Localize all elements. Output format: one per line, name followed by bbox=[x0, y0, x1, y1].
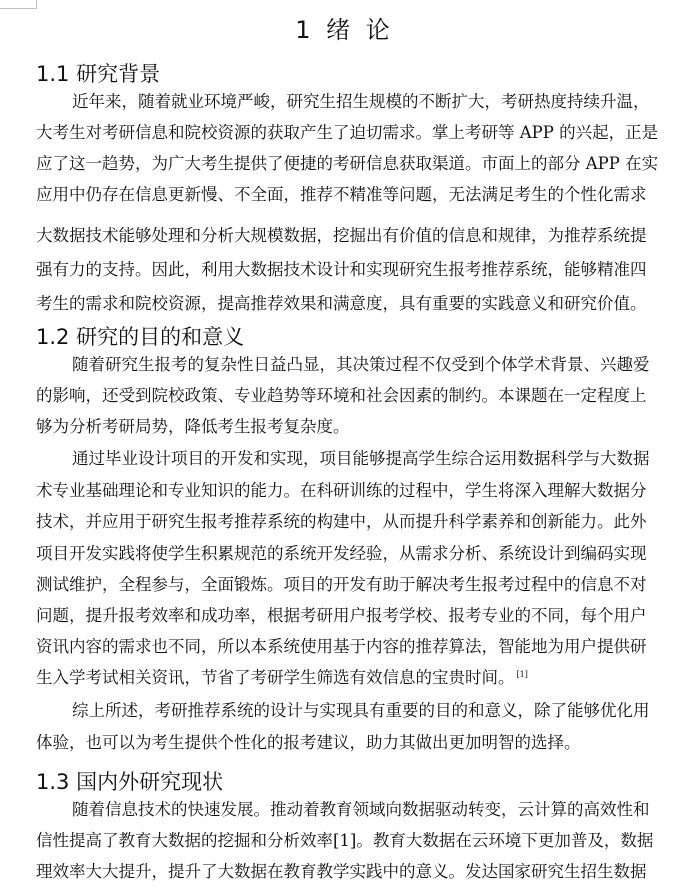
paragraph-line: 通过毕业设计项目的开发和实现，项目能够提高学生综合运用数据科学与大数据 bbox=[72, 449, 650, 468]
paragraph-line: 项目开发实践将使学生积累规范的系统开发经验，从需求分析、系统设计到编码实现 bbox=[36, 544, 647, 563]
paragraph-line: 近年来，随着就业环境严峻，研究生招生规模的不断扩大，考研热度持续升温， bbox=[72, 92, 650, 111]
paragraph-line bbox=[36, 664, 528, 688]
paragraph-line: 问题，提升报考效率和成功率，根据考研用户报考学校、报考专业的不同，每个用户 bbox=[36, 606, 647, 625]
paragraph-line-text: 生入学考试相关资讯，节省了考研学生筛选有效信息的宝贵时间。 bbox=[36, 668, 515, 687]
paragraph-line: 随着信息技术的快速发展。推动着教育领域向数据驱动转变，云计算的高效性和 bbox=[72, 800, 650, 819]
paragraph-line: 大考生对考研信息和院校资源的获取产生了迫切需求。掌上考研等 APP 的兴起，正是 bbox=[36, 123, 659, 142]
paragraph-line: 应了这一趋势，为广大考生提供了便捷的考研信息获取渠道。市面上的部分 APP 在实 bbox=[36, 154, 659, 173]
paragraph-line: 够为分析考研局势，降低考生报考复杂度。 bbox=[36, 417, 350, 436]
paragraph-line: 随着研究生报考的复杂性日益凸显，其决策过程不仅受到个体学术背景、兴趣爱 bbox=[72, 355, 650, 374]
chapter-title: 1 绪 论 bbox=[295, 16, 394, 44]
section-heading-1-2: 1.2 研究的目的和意义 bbox=[36, 325, 245, 349]
paragraph-line: 强有力的支持。因此，利用大数据技术设计和实现研究生报考推荐系统，能够精准四 bbox=[36, 260, 647, 279]
paragraph-line: 应用中仍存在信息更新慢、不全面，推荐不精准等问题，无法满足考生的个性化需求 bbox=[36, 185, 647, 204]
paragraph-line: 综上所述，考研推荐系统的设计与实现具有重要的目的和意义，除了能够优化用 bbox=[72, 701, 650, 720]
paragraph-line: 信性提高了教育大数据的挖掘和分析效率[1]。教育大数据在云环境下更加普及，数据 bbox=[36, 831, 654, 850]
paragraph-line: 体验，也可以为考生提供个性化的报考建议，助力其做出更加明智的选择。 bbox=[36, 733, 581, 752]
paragraph-line: 考生的需求和院校资源，提高推荐效果和满意度，具有重要的实践意义和研究价值。 bbox=[36, 294, 647, 313]
paragraph-line: 测试维护，全程参与，全面锻炼。项目的开发有助于解决考生报考过程中的信息不对 bbox=[36, 575, 647, 594]
paragraph-line: 术专业基础理论和专业知识的能力。在科研训练的过程中，学生将深入理解大数据分 bbox=[36, 481, 647, 500]
page-corner-mark bbox=[0, 0, 37, 9]
paragraph-line: 的影响，还受到院校政策、专业趋势等环境和社会因素的制约。本课题在一定程度上 bbox=[36, 386, 647, 405]
paragraph-line: 大数据技术能够处理和分析大规模数据，挖掘出有价值的信息和规律，为推荐系统提 bbox=[36, 226, 647, 245]
paragraph-line: 资讯内容的需求也不同，所以本系统使用基于内容的推荐算法，智能地为用户提供研 bbox=[36, 637, 647, 656]
paragraph-line: 技术，并应用于研究生报考推荐系统的构建中，从而提升科学素养和创新能力。此外 bbox=[36, 512, 647, 531]
paragraph-line: 理效率大大提升，提升了大数据在教育教学实践中的意义。发达国家研究生招生数据 bbox=[36, 862, 647, 881]
citation-marker: [1] bbox=[516, 669, 528, 679]
section-heading-1-1: 1.1 研究背景 bbox=[36, 62, 161, 86]
section-heading-1-3: 1.3 国内外研究现状 bbox=[36, 770, 224, 794]
